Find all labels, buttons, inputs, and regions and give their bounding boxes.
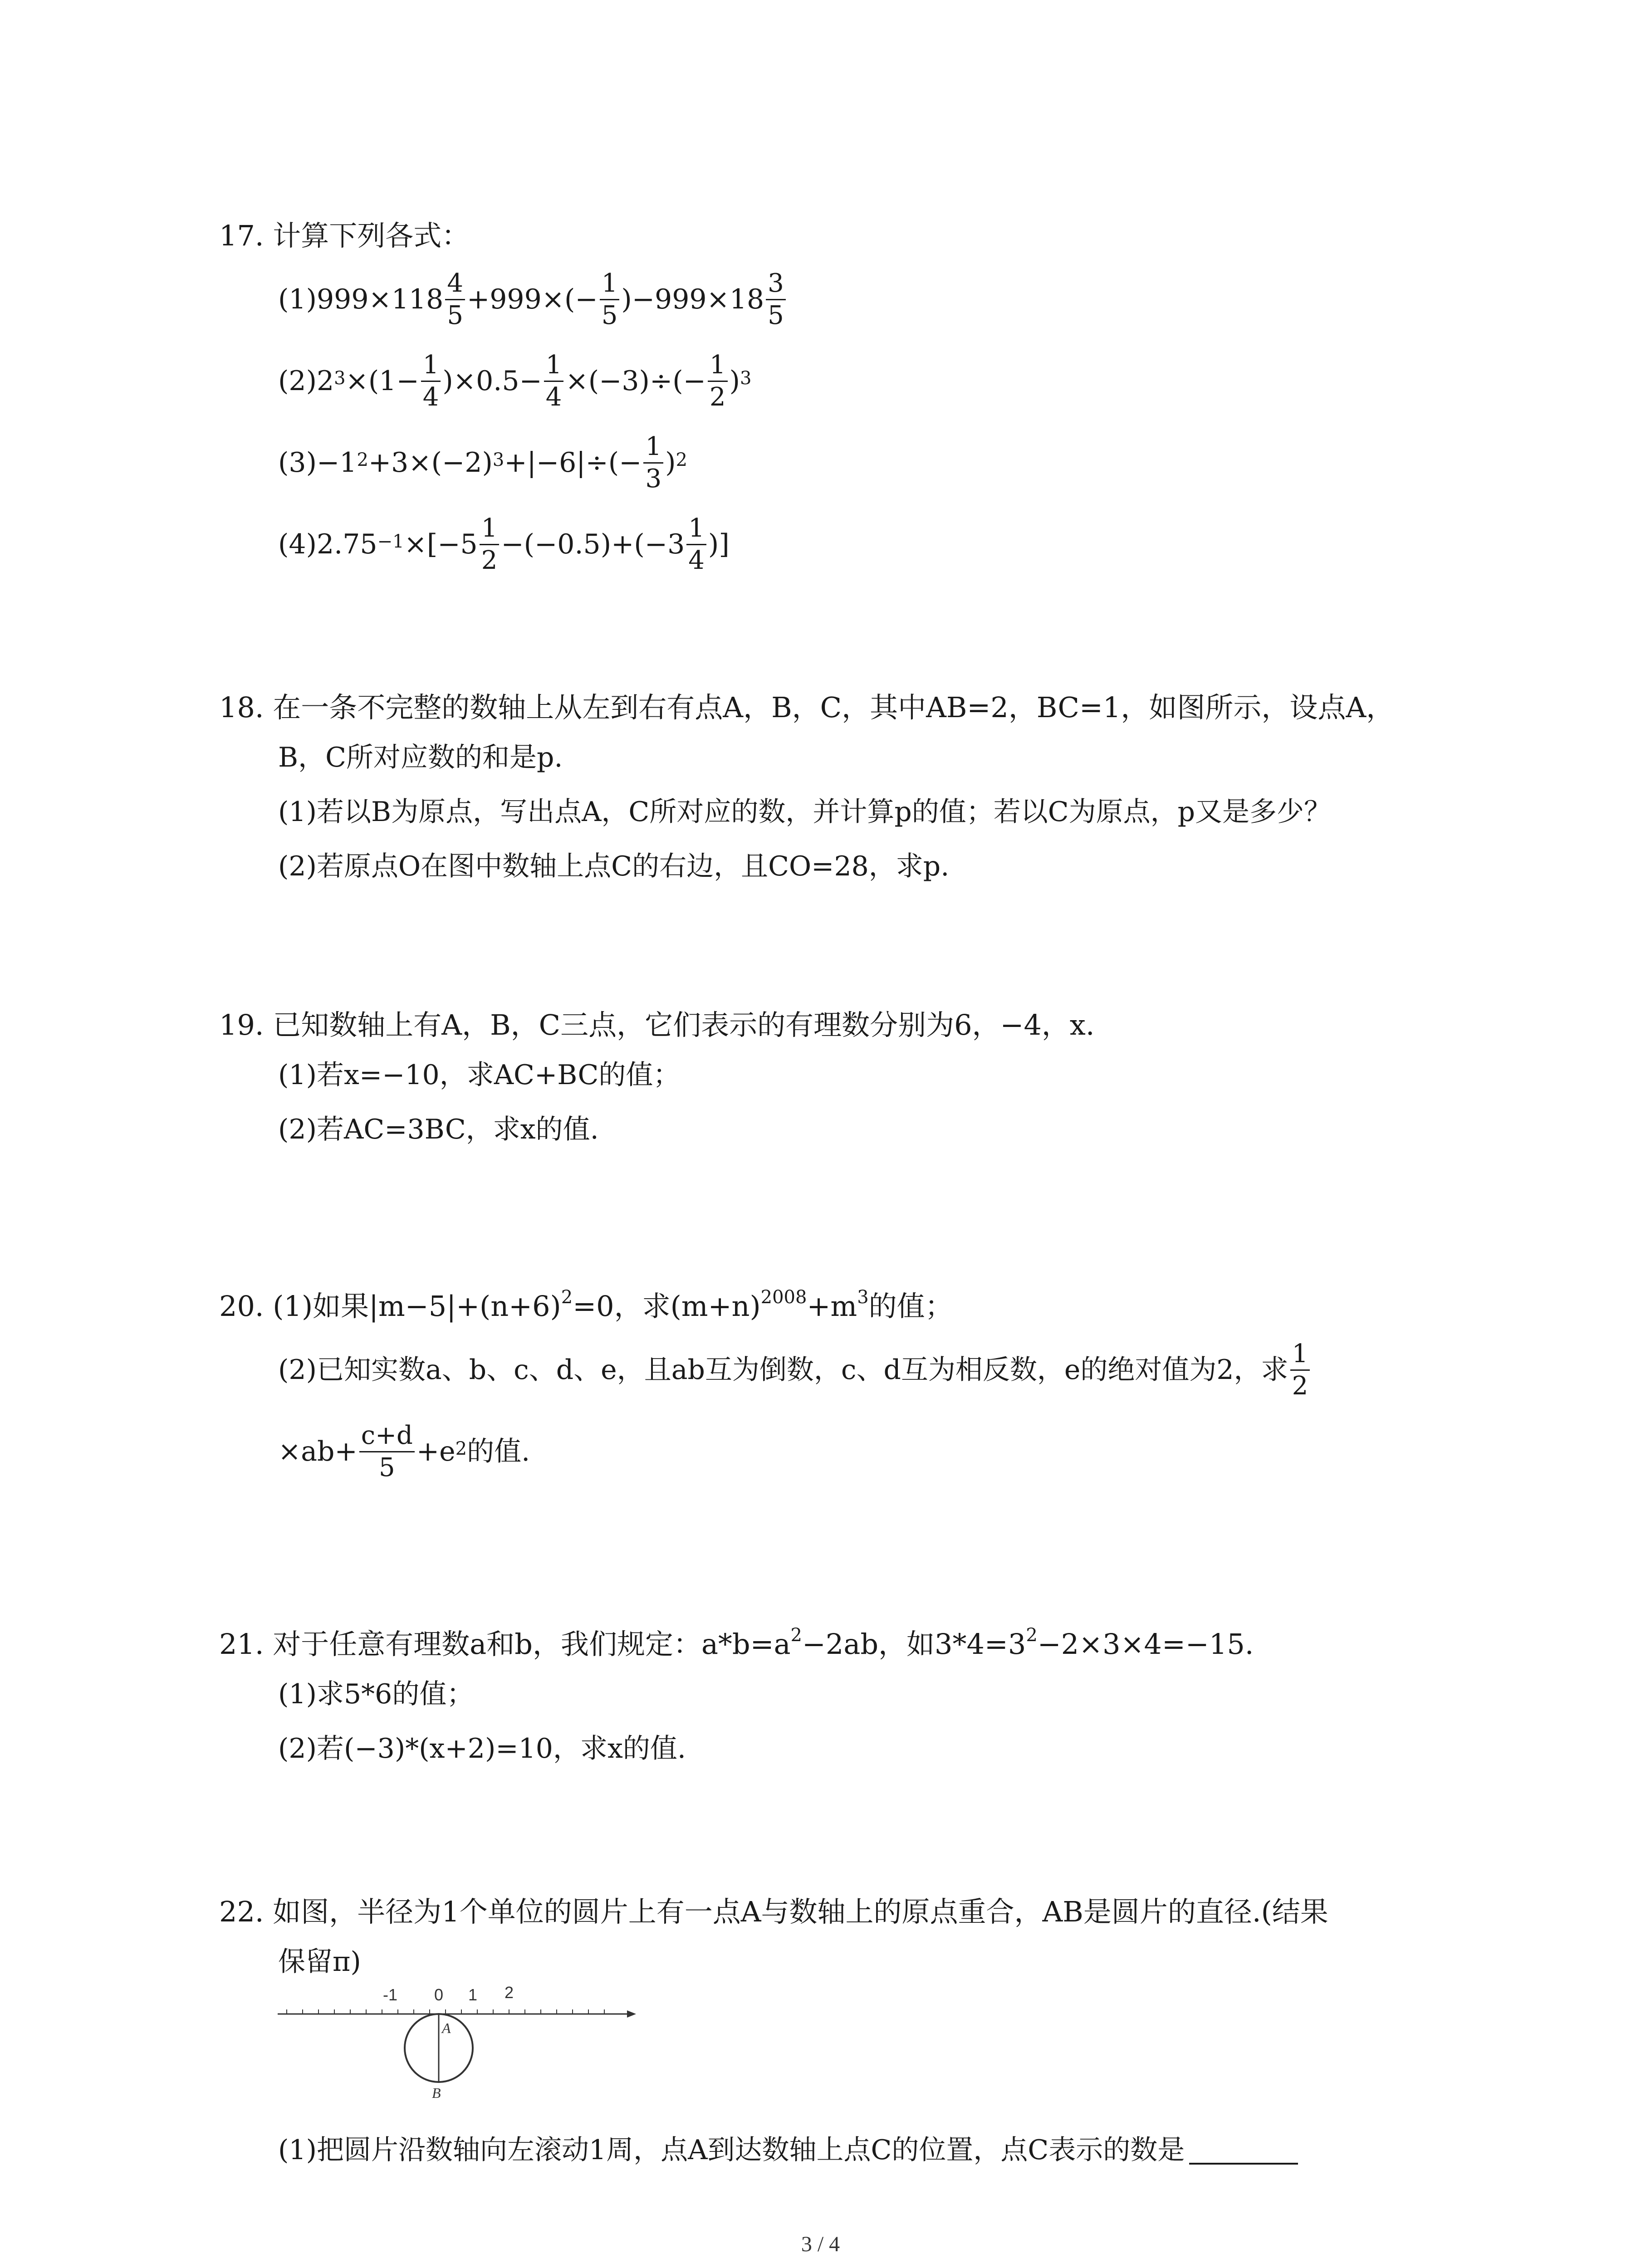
question-17 xyxy=(219,213,1444,585)
q22-part-1: (1)把圆片沿数轴向左滚动1周，点A到达数轴上点C的位置，点C表示的数是 xyxy=(278,2123,1444,2177)
point-b-label: B xyxy=(432,2085,441,2100)
q20-part-2: (2)已知实数a、b、c、d、e，且ab互为倒数，c、d互为相反数，e的绝对值为2，求 $\frac{1}{2}$ xyxy=(278,1329,1444,1411)
tick-label-1: 1 xyxy=(468,1985,478,2004)
q18-part-2: (2)若原点O在图中数轴上点C的右边，且CO=28，求p. xyxy=(278,850,950,882)
q18-part-1: (1)若以B为原点，写出点A，C所对应的数，并计算p的值；若以C为原点，p又是多少？ xyxy=(278,796,1332,828)
q18-stem: 18. 在一条不完整的数轴上从左到右有点A，B，C，其中AB=2，BC=1，如图所示，设点A， xyxy=(219,691,1395,724)
q19-part-1: (1)若x=−10，求AC+BC的值； xyxy=(278,1059,681,1091)
question-21 xyxy=(219,1622,1444,1776)
tick-label-0: 0 xyxy=(434,1985,444,2004)
q21-part-2: (2)若(−3)*(x+2)=10，求x的值. xyxy=(278,1733,686,1765)
answer-blank[interactable] xyxy=(1189,2136,1298,2165)
q17-stem: 17. 计算下列各式： xyxy=(219,219,470,252)
q17-part-4: (4)2.75 $^{-1}$ ×[−5 $\frac{1}{2}$ −(−0.5)+(−3 $\frac{1}{4}$ )] xyxy=(278,513,730,575)
q17-part-3: (3)−1 $^2$ +3×(−2) $^3$ +|−6|÷(− $\frac{1}{3}$ ) $^2$ xyxy=(278,431,687,494)
number-line-figure xyxy=(278,1982,641,2100)
q21-part-1: (1)求5*6的值； xyxy=(278,1678,474,1710)
axis-arrow-icon xyxy=(627,2010,636,2018)
q22-part-1-wrapper xyxy=(219,2123,1444,2177)
tick-label-neg1: -1 xyxy=(382,1985,398,2004)
q21-stem: 21. 对于任意有理数a和b，我们规定：$a*b=a^2-2ab$，如$3*4=3^2-2\times 3\times 4=-15$. xyxy=(219,1625,1254,1661)
question-22 xyxy=(219,1889,1444,1989)
point-a-label: A xyxy=(442,2020,451,2036)
q19-part-2: (2)若AC=3BC，求x的值. xyxy=(278,1114,599,1145)
q19-stem: 19. 已知数轴上有A，B，C三点，它们表示的有理数分别为6，−4，x. xyxy=(219,1008,1095,1041)
question-19 xyxy=(219,1002,1444,1157)
question-20 xyxy=(219,1284,1444,1492)
q18-stem-cont: B，C所对应数的和是p. xyxy=(278,742,563,773)
q22-stem-cont: 保留π) xyxy=(278,1946,361,1978)
q17-part-2: (2)2 $^3$ ×(1− $\frac{1}{4}$ )×0.5− $\frac{1}{4}$ ×(−3)÷(− $\frac{1}{2}$ ) $^3$ xyxy=(278,350,752,412)
question-18 xyxy=(219,685,1444,894)
tick-label-2: 2 xyxy=(504,1983,514,2002)
q22-stem: 22. 如图，半径为1个单位的圆片上有一点A与数轴上的原点重合，AB是圆片的直径.(结果 xyxy=(219,1895,1328,1928)
q20-part-2-cont: ×ab+ $\frac{c+d}{5}$ +e $^2$ 的值. xyxy=(278,1420,530,1482)
q20-part-1: 20. (1)如果$|m-5|+(n+6)^2=0$，求$(m+n)^{2008}+m^3$的值； xyxy=(219,1287,953,1323)
q17-part-1: (1)999×118 $\frac{4}{5}$ +999×(− $\frac{1}{5}$ )−999×18 $\frac{3}{5}$ xyxy=(278,259,1444,340)
page-number: 3 / 4 xyxy=(801,2232,840,2256)
axis-minor-ticks xyxy=(287,2009,604,2014)
